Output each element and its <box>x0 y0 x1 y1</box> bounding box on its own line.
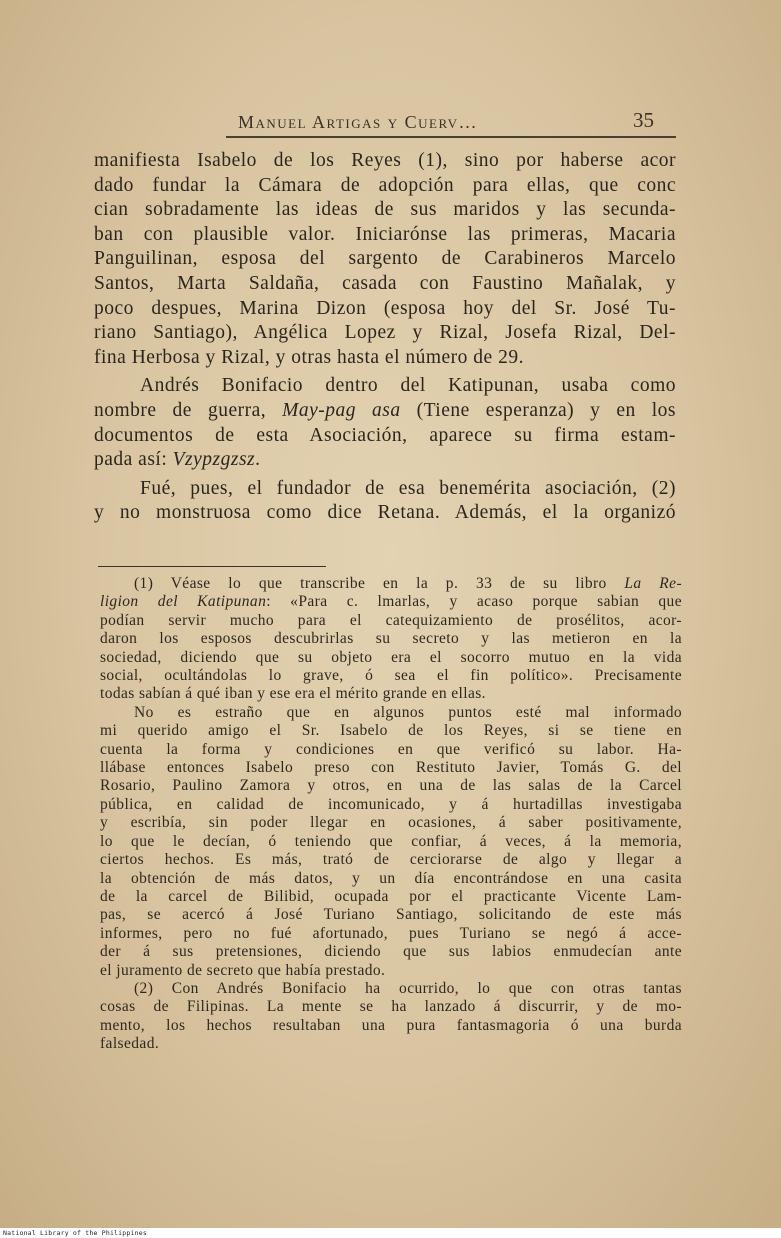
body-line: Andrés Bonifacio dentro del Katipunan, usaba como <box>140 375 676 397</box>
footnote-line: falsedad. <box>100 1035 160 1053</box>
footnote-line: pas, se acercó á José Turiano Santiago, solicitando de este más <box>100 906 682 924</box>
footnote-line: el juramento de secreto que había prestado. <box>100 961 386 979</box>
footnote-line: No es estraño que en algunos puntos esté mal informado <box>134 703 682 721</box>
running-head: Manuel Artigas y Cuerv… <box>238 112 478 132</box>
body-line: nombre de guerra, May-pag asa (Tiene esperanza) y en los <box>94 399 676 421</box>
footnotes <box>100 575 682 1054</box>
footnote-line: ciertos hechos. Es más, trató de cerciorarse de algo y llegar a <box>100 851 682 869</box>
footnote-line: la obtención de más datos, y un día encontrándose en una casita <box>100 869 682 887</box>
footnote-line: todas sabían á qué iban y ese era el mérito grande en ellas. <box>100 685 486 703</box>
body-text <box>94 149 676 526</box>
body-line: y no monstruosa como dice Retana. Además, el la organizó <box>94 502 676 524</box>
footnote-line: cuenta la forma y condiciones en que verificó su labor. Ha- <box>100 740 682 758</box>
header-rule <box>226 136 676 138</box>
footnote-line: y escribía, sin poder llegar en ocasiones, á saber positivamente, <box>100 814 682 832</box>
footnote-line: Rosario, Paulino Zamora y otros, en una de las salas de la Carcel <box>100 777 682 795</box>
body-line: fina Herbosa y Rizal, y otras hasta el número de 29. <box>94 346 524 368</box>
footnote-rule <box>98 566 326 567</box>
body-line: poco despues, Marina Dizon (esposa hoy del Sr. José Tu- <box>94 297 676 319</box>
body-line: manifiesta Isabelo de los Reyes (1), sino por haberse acor <box>94 150 676 171</box>
body-line: pada así: Vzypzgzsz. <box>94 449 261 471</box>
body-line: Panguilinan, esposa del sargento de Carabineros Marcelo <box>94 248 676 270</box>
footnote-line: podían servir mucho para el catequizamiento de prosélitos, acor- <box>100 611 682 629</box>
body-line: ban con plausible valor. Iniciarónse las primeras, Macaria <box>94 223 676 245</box>
body-line: riano Santiago), Angélica Lopez y Rizal, Josefa Rizal, Del- <box>94 322 676 344</box>
footnote-line: der á sus pretensiones, diciendo que sus labios enmudecían ante <box>100 943 682 961</box>
footnote-line: (2) Con Andrés Bonifacio ha ocurrido, lo que con otras tantas <box>134 979 682 997</box>
footnote-line: lo que le decían, ó teniendo que confiar, á veces, á la memoria, <box>100 832 682 850</box>
footnote-line: mi querido amigo el Sr. Isabelo de los Reyes, si se tiene en <box>100 722 682 740</box>
page-number: 35 <box>633 108 654 132</box>
footnote-line: ligion del Katipunan: «Para c. lmarlas, y acaso porque sabian que <box>100 593 682 611</box>
alias-text: May-pag asa <box>282 399 401 421</box>
signature-text: Vzypzgzsz <box>172 449 256 471</box>
footnote-line: social, ocultándolas lo grave, ó sea el fin político». Precisamente <box>100 667 682 685</box>
footnote-line: pública, en calidad de incomunicado, y á hurtadillas investigaba <box>100 795 682 813</box>
body-line: dado fundar la Cámara de adopción para ellas, que conc <box>94 174 676 196</box>
body-line: Santos, Marta Saldaña, casada con Faustino Mañalak, y <box>94 272 676 294</box>
body-line: Fué, pues, el fundador de esa benemérita asociación, (2) <box>140 477 676 499</box>
footnote-line: de la carcel de Bilibid, ocupada por el practicante Vicente Lam- <box>100 887 682 905</box>
footnote-line: cosas de Filipinas. La mente se ha lanzado á discurrir, y de mo- <box>100 998 682 1016</box>
library-watermark: National Library of the Philippines <box>3 1229 147 1237</box>
footnote-line: llábase entonces Isabelo preso con Restituto Javier, Tomás G. del <box>100 759 682 777</box>
footnote-line: (1) Véase lo que transcribe en la p. 33 de su libro La Re- <box>134 575 682 592</box>
footnote-line: mento, los hechos resultaban una pura fantasmagoria ó una burda <box>100 1016 682 1034</box>
footnote-line: informes, pero no fué afortunado, pues Turiano se negó á acce- <box>100 924 682 942</box>
footnote-line: sociedad, diciendo que su objeto era el socorro mutuo en la vida <box>100 648 682 666</box>
body-line: cian sobradamente las ideas de sus maridos y las secunda- <box>94 199 676 221</box>
body-line: documentos de esta Asociación, aparece su firma estam- <box>94 424 676 446</box>
page-header <box>238 108 678 138</box>
footnote-line: daron los esposos descubrirlas su secreto y las metieron en la <box>100 630 682 648</box>
